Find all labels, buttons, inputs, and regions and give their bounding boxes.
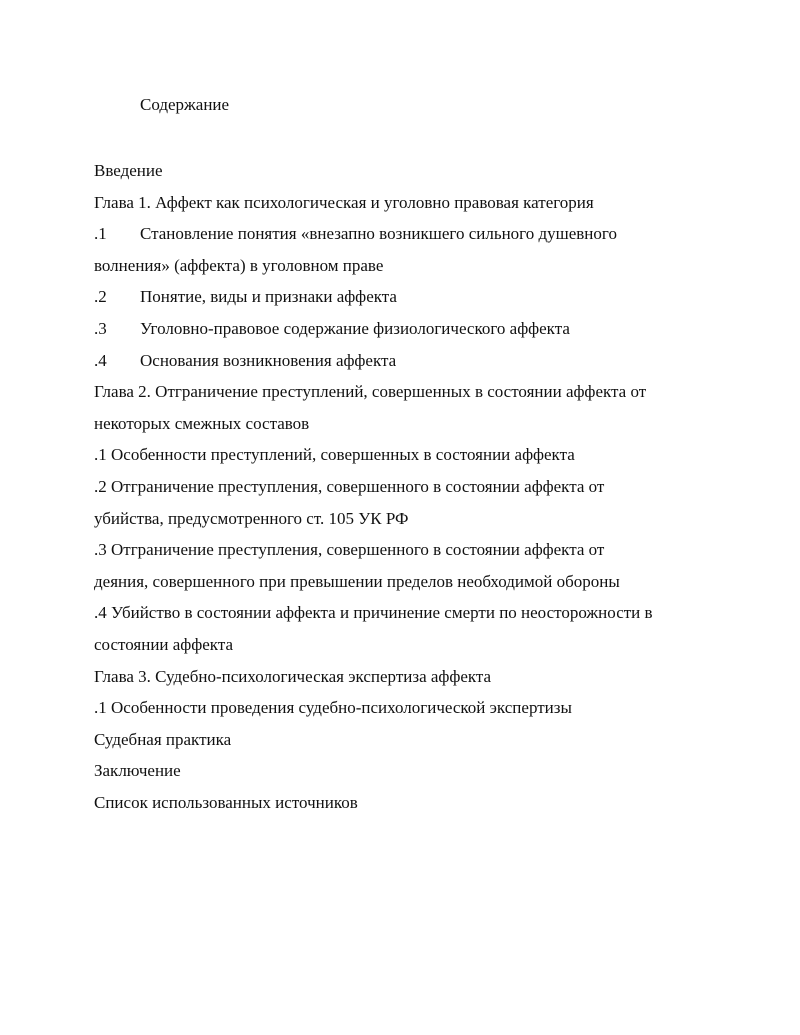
toc-line-section-2-2	[94, 471, 734, 503]
toc-line-text: деяния, совершенного при превышении пределов необходимой обороны	[94, 571, 620, 591]
toc-line-section-3-1	[94, 692, 734, 724]
toc-line-text: Основания возникновения аффекта	[140, 350, 397, 370]
toc-line-text: Понятие, виды и признаки аффекта	[140, 287, 397, 307]
toc-line-text: некоторых смежных составов	[94, 413, 310, 433]
toc-line-text: Уголовно-правовое содержание физиологического аффекта	[140, 318, 570, 338]
toc-line-section-2-1	[94, 439, 734, 471]
toc-line-conclusion	[94, 755, 734, 787]
toc-line-section-1-3	[94, 313, 734, 345]
toc-line-section-2-4	[94, 597, 734, 629]
toc-line-section-1-1	[94, 218, 734, 250]
toc-line-text: .4 Убийство в состоянии аффекта и причинение смерти по неосторожности в	[94, 603, 653, 623]
toc-line-number: .3	[94, 318, 107, 338]
toc-line-text: Глава 3. Судебно-психологическая экспертиза аффекта	[94, 666, 492, 686]
toc-line-section-1-2	[94, 281, 734, 313]
toc-line-text: Список использованных источников	[94, 792, 358, 812]
toc-line-text: волнения» (аффекта) в уголовном праве	[94, 255, 384, 275]
toc-line-chapter-1	[94, 187, 734, 219]
toc-line-text: Глава 1. Аффект как психологическая и уголовно правовая категория	[94, 192, 594, 212]
toc-line-text: Введение	[94, 161, 163, 180]
toc-line-text: Заключение	[94, 761, 181, 781]
toc-line-section-2-3	[94, 534, 734, 566]
toc-line-chapter-2	[94, 376, 734, 408]
toc-list	[94, 155, 734, 818]
toc-line-text: .3 Отграничение преступления, совершенного в состоянии аффекта от	[94, 540, 605, 560]
toc-line-section-1-4	[94, 345, 734, 377]
toc-line-section-2-3-cont	[94, 566, 734, 598]
toc-line-text: состоянии аффекта	[94, 634, 233, 654]
toc-line-chapter-3	[94, 661, 734, 693]
toc-line-intro	[94, 155, 734, 187]
toc-line-text: Становление понятия «внезапно возникшего сильного душевного	[140, 224, 617, 244]
toc-line-case-law	[94, 724, 734, 756]
toc-line-number: .1	[94, 224, 107, 244]
toc-line-section-2-4-cont	[94, 629, 734, 661]
toc-line-text: убийства, предусмотренного ст. 105 УК РФ	[94, 508, 409, 528]
toc-line-text: .1 Особенности проведения судебно-психологической экспертизы	[94, 698, 572, 718]
toc-line-section-2-2-cont	[94, 503, 734, 535]
toc-line-number: .4	[94, 350, 107, 370]
toc-line-text: Судебная практика	[94, 729, 232, 749]
toc-line-number: .2	[94, 287, 107, 307]
toc-line-section-1-1-cont	[94, 250, 734, 282]
toc-line-text: .2 Отграничение преступления, совершенного в состоянии аффекта от	[94, 476, 605, 496]
toc-line-text: .1 Особенности преступлений, совершенных в состоянии аффекта	[94, 445, 575, 465]
toc-title: Содержание	[140, 95, 230, 114]
toc-line-references	[94, 787, 734, 819]
toc-line-text: Глава 2. Отграничение преступлений, совершенных в состоянии аффекта от	[94, 382, 647, 402]
toc-line-chapter-2-cont	[94, 408, 734, 440]
